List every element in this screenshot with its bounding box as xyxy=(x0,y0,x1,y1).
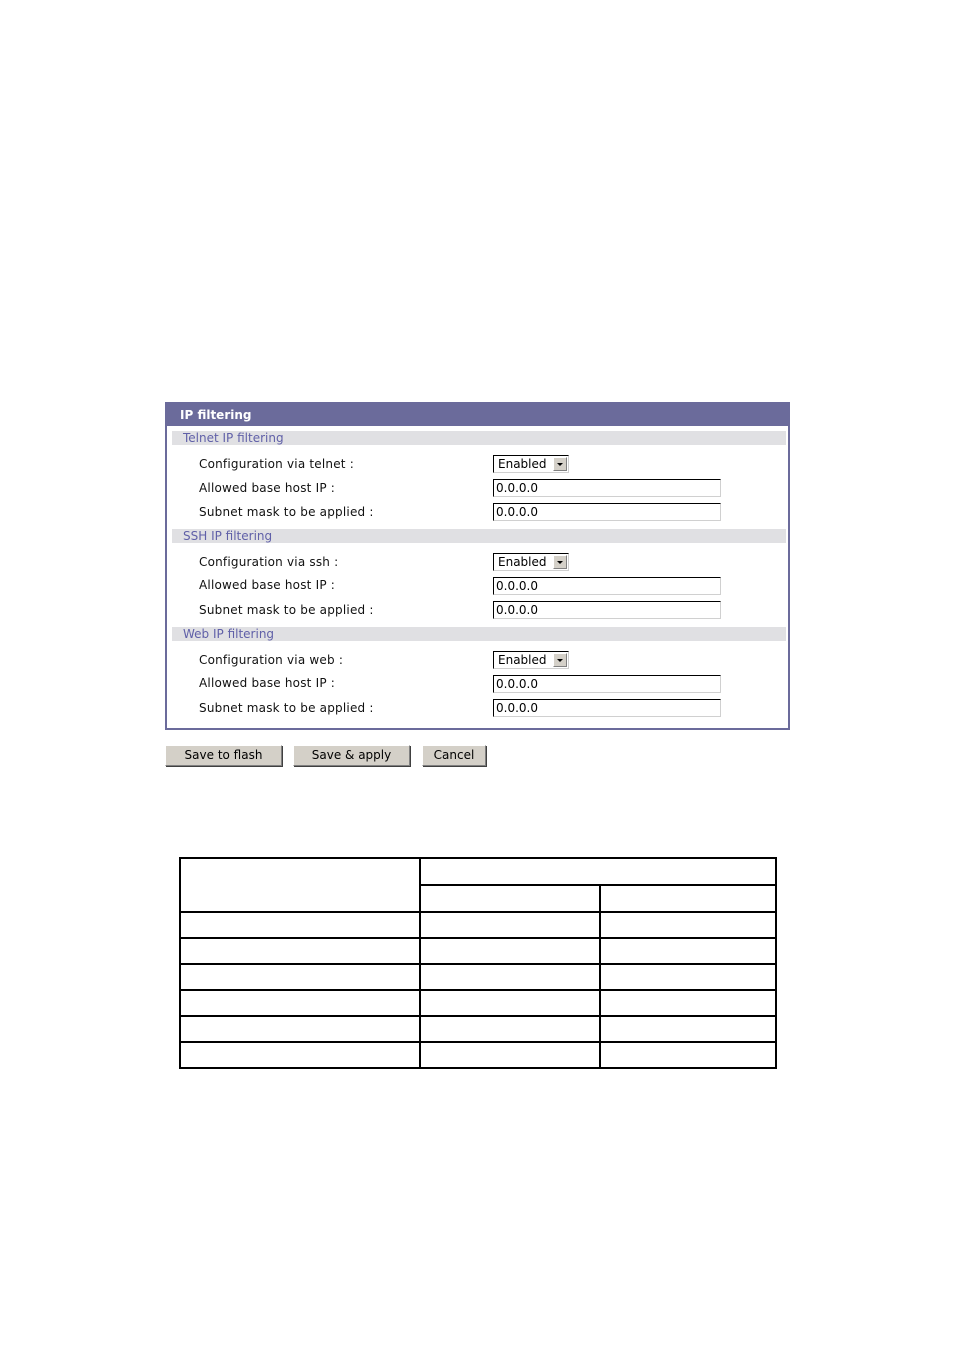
telnet-config-value: Enabled xyxy=(498,457,547,471)
table-cell xyxy=(420,990,600,1016)
ssh-config-value: Enabled xyxy=(498,555,547,569)
chevron-down-icon[interactable] xyxy=(553,653,567,667)
chevron-down-icon[interactable] xyxy=(553,457,567,471)
section-header-ssh: SSH IP filtering xyxy=(172,529,786,543)
table-cell xyxy=(420,964,600,990)
save-and-apply-button[interactable]: Save & apply xyxy=(293,745,410,766)
table-header-row xyxy=(180,858,776,885)
table-cell xyxy=(180,990,420,1016)
table-cell xyxy=(600,885,776,912)
ssh-config-select[interactable] xyxy=(493,553,569,571)
table-cell xyxy=(180,1042,420,1068)
table-cell xyxy=(420,885,600,912)
telnet-subnet-mask-input[interactable]: 0.0.0.0 xyxy=(493,503,721,521)
table-cell xyxy=(420,938,600,964)
table-cell xyxy=(600,912,776,938)
ssh-subnet-mask-input[interactable]: 0.0.0.0 xyxy=(493,601,721,619)
table-cell xyxy=(180,912,420,938)
section-header-telnet: Telnet IP filtering xyxy=(172,431,786,445)
table-cell xyxy=(600,964,776,990)
table-cell xyxy=(420,1016,600,1042)
cancel-button[interactable]: Cancel xyxy=(422,745,486,766)
table-cell xyxy=(420,858,776,885)
table-cell xyxy=(420,912,600,938)
web-config-value: Enabled xyxy=(498,653,547,667)
table-row xyxy=(180,1042,776,1068)
table-cell xyxy=(600,1042,776,1068)
ssh-config-label: Configuration via ssh : xyxy=(199,555,339,569)
chevron-down-icon[interactable] xyxy=(553,555,567,569)
table-row xyxy=(180,964,776,990)
table-cell xyxy=(600,1016,776,1042)
table-row xyxy=(180,912,776,938)
telnet-config-select[interactable] xyxy=(493,455,569,473)
web-subnet-mask-input[interactable]: 0.0.0.0 xyxy=(493,699,721,717)
table-cell xyxy=(180,1016,420,1042)
web-host-ip-label: Allowed base host IP : xyxy=(199,676,336,690)
empty-table xyxy=(179,857,777,1069)
table-cell xyxy=(420,1042,600,1068)
ssh-host-ip-input[interactable]: 0.0.0.0 xyxy=(493,577,721,595)
table-cell xyxy=(600,938,776,964)
telnet-host-ip-input[interactable]: 0.0.0.0 xyxy=(493,479,721,497)
ssh-host-ip-label: Allowed base host IP : xyxy=(199,578,336,592)
panel-title: IP filtering xyxy=(167,404,788,426)
section-header-web: Web IP filtering xyxy=(172,627,786,641)
telnet-subnet-mask-label: Subnet mask to be applied : xyxy=(199,505,374,519)
web-subnet-mask-label: Subnet mask to be applied : xyxy=(199,701,374,715)
table-cell xyxy=(180,858,420,912)
table-cell xyxy=(180,938,420,964)
table-cell xyxy=(600,990,776,1016)
save-to-flash-button[interactable]: Save to flash xyxy=(165,745,282,766)
table-cell xyxy=(180,964,420,990)
table-row xyxy=(180,990,776,1016)
telnet-config-label: Configuration via telnet : xyxy=(199,457,354,471)
ssh-subnet-mask-label: Subnet mask to be applied : xyxy=(199,603,374,617)
table-row xyxy=(180,938,776,964)
table-row xyxy=(180,1016,776,1042)
web-config-label: Configuration via web : xyxy=(199,653,344,667)
telnet-host-ip-label: Allowed base host IP : xyxy=(199,481,336,495)
ip-filtering-panel xyxy=(165,402,790,730)
web-host-ip-input[interactable]: 0.0.0.0 xyxy=(493,675,721,693)
web-config-select[interactable] xyxy=(493,651,569,669)
